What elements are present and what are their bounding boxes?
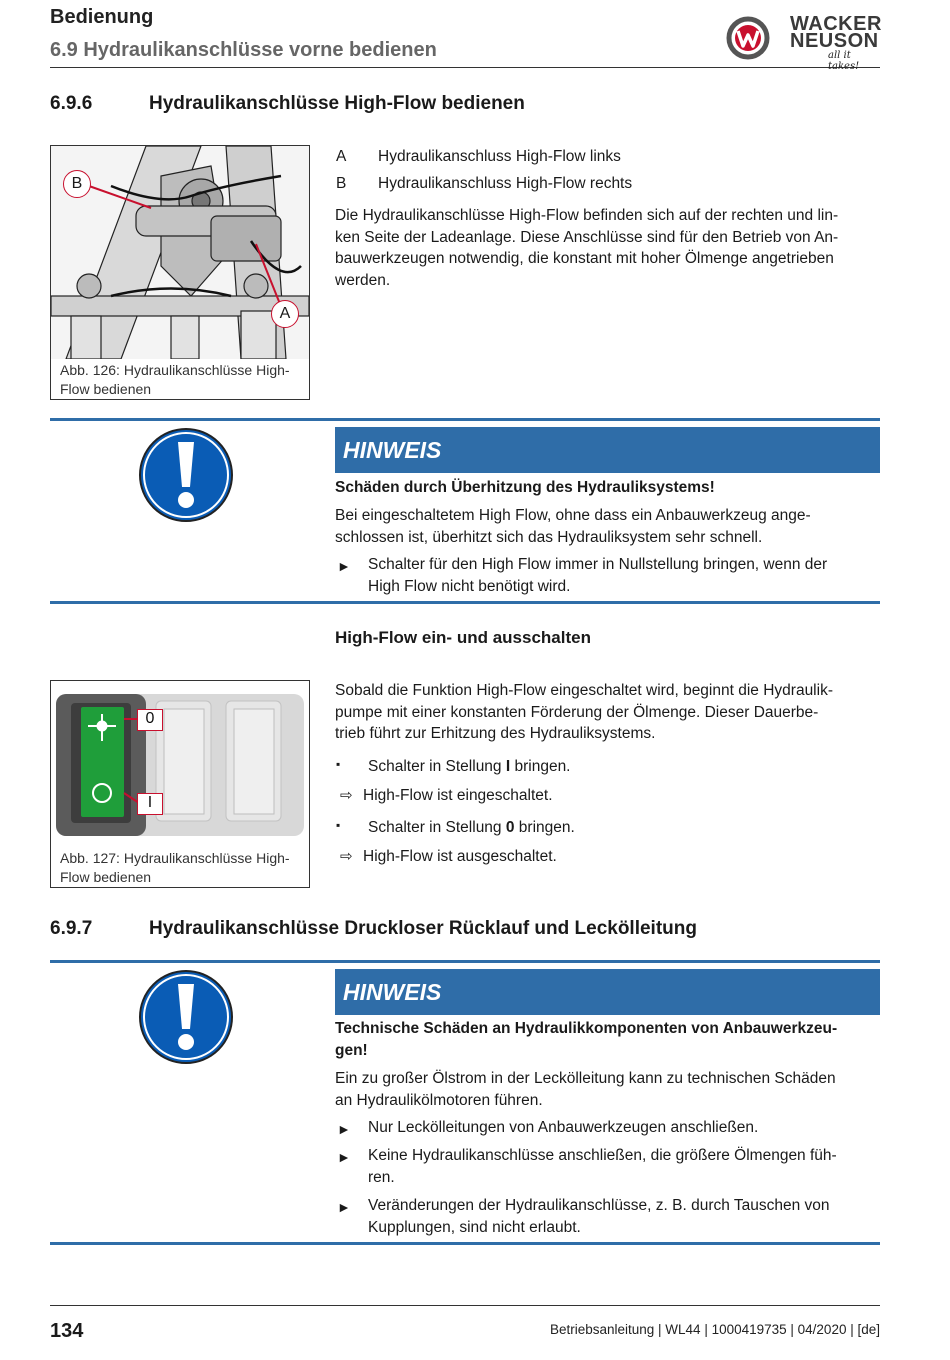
notice-top-rule — [50, 960, 880, 963]
notice-action — [368, 554, 880, 597]
high-flow-switch-illustration — [51, 681, 309, 841]
step-position: 0 — [505, 819, 515, 836]
wacker-neuson-logo — [724, 13, 884, 72]
notice-title: Schäden durch Überhitzung des Hydrauliksystems! — [335, 479, 715, 496]
notice-title-line: Technische Schäden an Hydraulikkomponenten von Anbauwerkzeu- — [335, 1020, 838, 1037]
paragraph-line: ken Seite der Ladeanlage. Diese Anschlüsse sind für den Betrieb von An- — [335, 228, 839, 246]
header-divider — [50, 67, 880, 68]
mandatory-notice-icon — [138, 427, 234, 523]
step-text: bringen. — [514, 819, 575, 836]
notice-top-rule — [50, 418, 880, 421]
notice-text-line: Ein zu großer Ölstrom in der Leckölleitung kann zu technischen Schäden — [335, 1070, 836, 1087]
logo-tagline: all it takes! — [828, 50, 860, 72]
legend-key: B — [336, 175, 347, 192]
switch-label-0: 0 — [137, 709, 163, 731]
figure-caption-line: Abb. 126: Hydraulikanschlüsse High- — [60, 362, 290, 378]
section-number: 6.9.6 — [50, 93, 93, 114]
notice-title-line: gen! — [335, 1041, 368, 1059]
section-heading: Hydraulikanschlüsse Druckloser Rücklauf und Leckölleitung — [149, 918, 697, 939]
notice-action-line: Veränderungen der Hydraulikanschlüsse, z. B. durch Tauschen von — [368, 1197, 830, 1214]
step-text: bringen. — [510, 758, 571, 775]
action-arrow-icon: ► — [337, 558, 351, 574]
paragraph-line: trieb führt zur Erhitzung des Hydrauliksystems. — [335, 725, 656, 742]
description-paragraph — [335, 205, 885, 291]
step-position: I — [505, 758, 511, 775]
paragraph-line: Die Hydraulikanschlüsse High-Flow befinden sich auf der rechten und lin- — [335, 207, 839, 224]
legend-key: A — [336, 148, 347, 165]
result-arrow-icon: ⇨ — [340, 848, 353, 865]
subsection-title: High-Flow ein- und ausschalten — [335, 628, 591, 647]
notice-heading: HINWEIS — [335, 427, 880, 473]
footer-divider — [50, 1305, 880, 1306]
logo-line-1: WACKER — [790, 13, 882, 35]
notice-action-line: Kupplungen, sind nicht erlaubt. — [368, 1218, 581, 1236]
chapter-title: Bedienung — [50, 6, 154, 28]
logo-line-2: NEUSON — [790, 30, 879, 52]
figure-caption-line: Flow bedienen — [60, 869, 152, 885]
notice-action-line: High Flow nicht benötigt wird. — [368, 577, 571, 595]
notice-action-line: ren. — [368, 1168, 395, 1186]
notice-text — [335, 1068, 880, 1111]
notice-action-line: Schalter für den High Flow immer in Nullstellung bringen, wenn der — [368, 556, 828, 573]
step-bullet-icon: ▪ — [336, 757, 341, 771]
legend-text: Hydraulikanschluss High-Flow links — [378, 148, 621, 165]
notice-title — [335, 1018, 880, 1061]
figure-126 — [50, 145, 310, 400]
notice-action — [368, 1145, 880, 1188]
step-bullet-icon: ▪ — [336, 818, 341, 832]
figure-caption-line: Flow bedienen — [60, 381, 152, 397]
result-arrow-icon: ⇨ — [340, 787, 353, 804]
paragraph-line: pumpe mit einer konstanten Förderung der Ölmenge. Dieser Dauerbe- — [335, 703, 819, 721]
step-instruction — [368, 756, 571, 778]
switch-label-1: I — [137, 793, 163, 815]
notice-action: Nur Leckölleitungen von Anbauwerkzeugen anschließen. — [368, 1119, 759, 1136]
step-text: Schalter in Stellung — [368, 819, 506, 836]
notice-heading: HINWEIS — [335, 969, 880, 1015]
notice-text-line: schlossen ist, überhitzt sich das Hydrauliksystem sehr schnell. — [335, 528, 763, 546]
notice-text-line: Bei eingeschaltetem High Flow, ohne dass ein Anbauwerkzeug ange- — [335, 507, 811, 524]
section-number: 6.9.7 — [50, 918, 93, 939]
paragraph-line: werden. — [335, 271, 391, 289]
action-arrow-icon: ► — [337, 1121, 351, 1137]
footer-document-info: Betriebsanleitung | WL44 | 1000419735 | 04/2020 | [de] — [549, 1322, 880, 1337]
step-text: Schalter in Stellung — [368, 758, 506, 775]
notice-text — [335, 505, 880, 548]
notice-action — [368, 1195, 880, 1238]
notice-bottom-rule — [50, 601, 880, 604]
mandatory-notice-icon — [138, 969, 234, 1065]
step-result: High-Flow ist eingeschaltet. — [363, 787, 553, 804]
section-title: 6.9 Hydraulikanschlüsse vorne bedienen — [50, 39, 437, 61]
figure-label-b: B — [63, 170, 91, 198]
action-arrow-icon: ► — [337, 1149, 351, 1165]
logo-emblem-icon — [726, 16, 770, 60]
figure-127 — [50, 680, 310, 888]
page-number: 134 — [50, 1320, 84, 1342]
paragraph-line: bauwerkzeugen notwendig, die konstant mit hoher Ölmenge angetrieben — [335, 250, 834, 267]
step-result: High-Flow ist ausgeschaltet. — [363, 848, 557, 865]
action-arrow-icon: ► — [337, 1199, 351, 1215]
paragraph-line: Sobald die Funktion High-Flow eingeschaltet wird, beginnt die Hydraulik- — [335, 682, 833, 699]
figure-label-a: A — [271, 300, 299, 328]
figure-caption-line: Abb. 127: Hydraulikanschlüsse High- — [60, 850, 290, 866]
notice-bottom-rule — [50, 1242, 880, 1245]
notice-action-line: Keine Hydraulikanschlüsse anschließen, die größere Ölmengen füh- — [368, 1147, 837, 1164]
subsection-paragraph — [335, 680, 885, 745]
step-instruction — [368, 817, 575, 839]
legend-text: Hydraulikanschluss High-Flow rechts — [378, 175, 633, 192]
section-heading: Hydraulikanschlüsse High-Flow bedienen — [149, 93, 525, 114]
notice-text-line: an Hydraulikölmotoren führen. — [335, 1091, 543, 1109]
